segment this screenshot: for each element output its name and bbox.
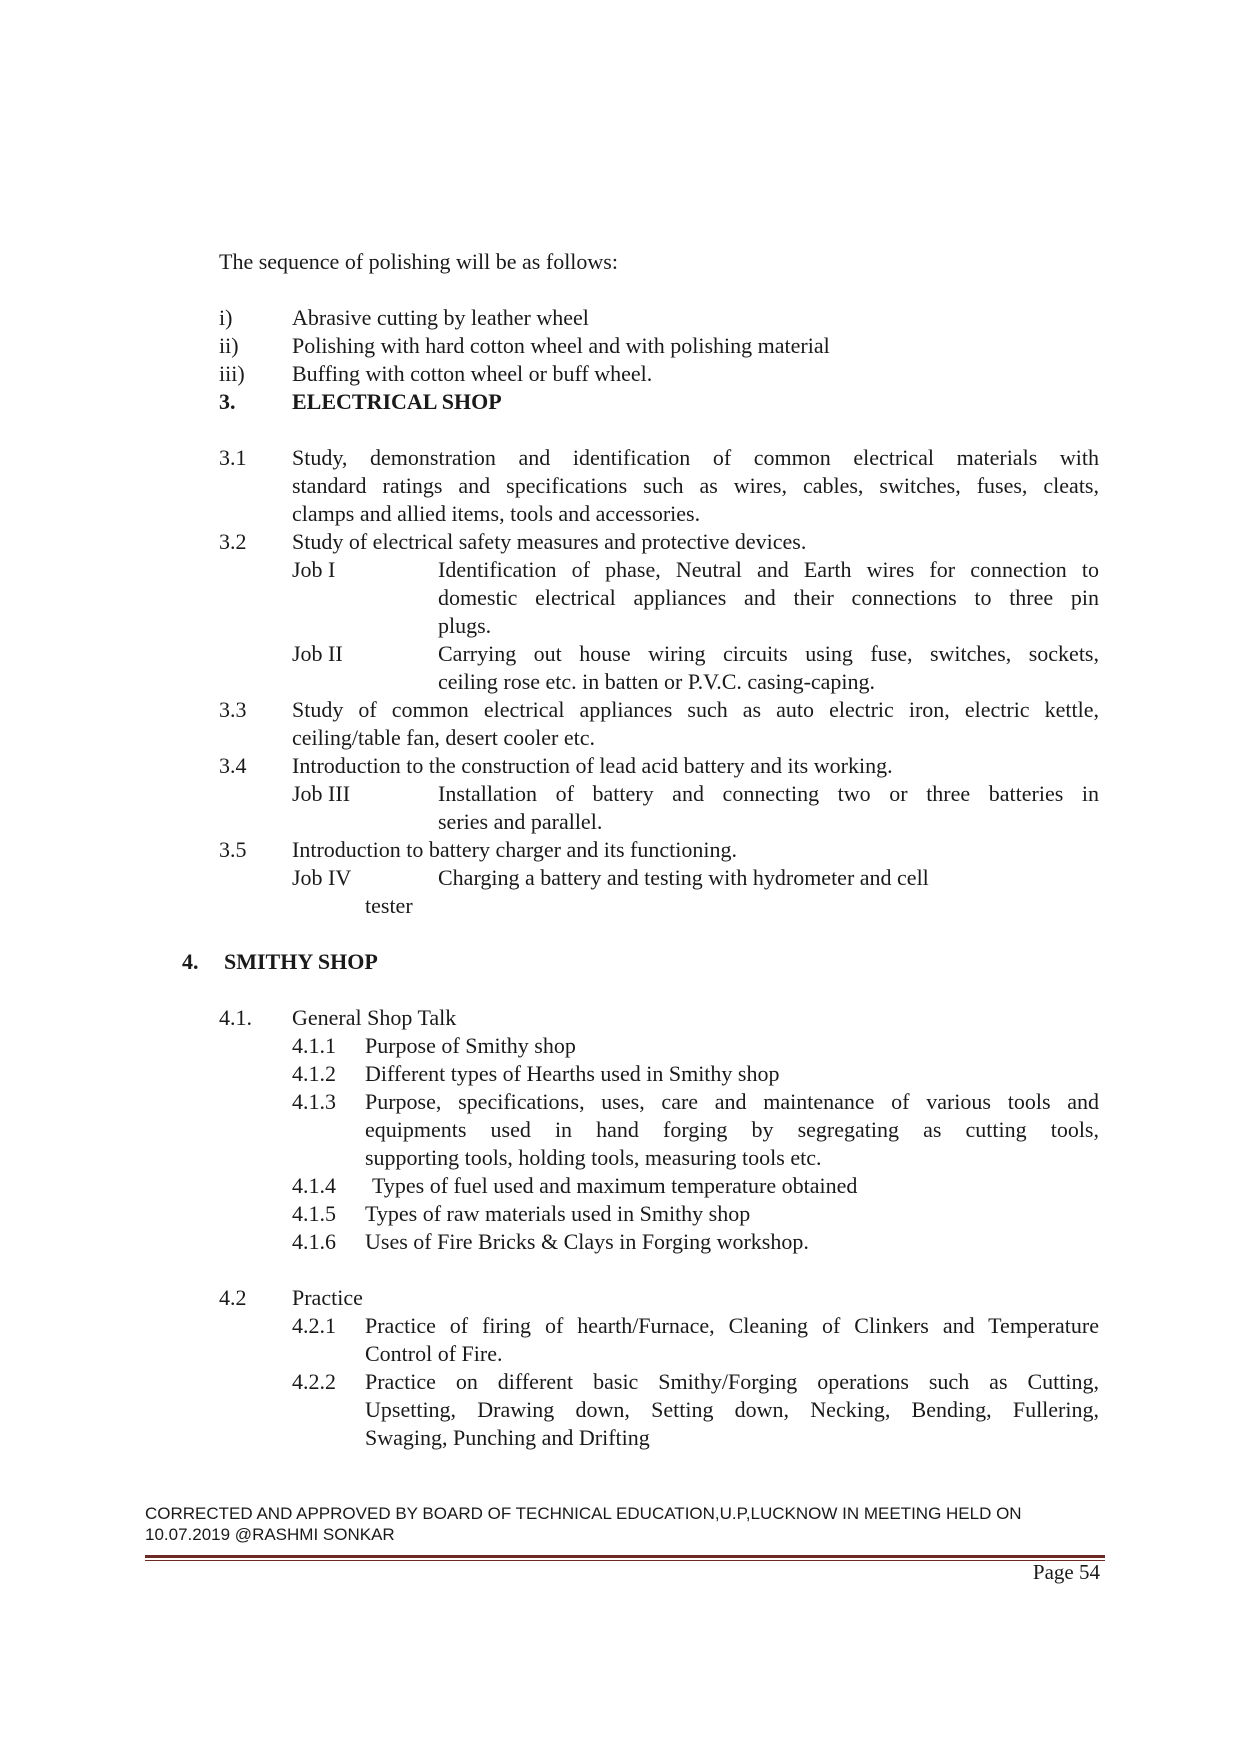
job-line: Carrying out house wiring circuits using fuse, switches, sockets,	[438, 641, 1099, 666]
item-number: 4.2.2	[292, 1369, 336, 1394]
subsection-text: General Shop Talk	[292, 1005, 457, 1030]
item-line: Upsetting, Drawing down, Setting down, Necking, Bending, Fullering,	[365, 1397, 1099, 1422]
item-line: Control of Fire.	[365, 1341, 503, 1366]
paragraph-line: clamps and allied items, tools and accessories.	[292, 501, 701, 526]
paragraph-line: Study, demonstration and identification of common electrical materials with	[292, 445, 1099, 470]
paragraph-line: ceiling/table fan, desert cooler etc.	[292, 725, 595, 750]
list-item-number: i)	[219, 305, 233, 330]
subsection-number: 3.3	[219, 697, 247, 722]
footer-approval-line: CORRECTED AND APPROVED BY BOARD OF TECHNICAL EDUCATION,U.P,LUCKNOW IN MEETING HELD ON	[145, 1504, 1022, 1523]
paragraph-line: Study of common electrical appliances such as auto electric iron, electric kettle,	[292, 697, 1099, 722]
list-item-number: ii)	[219, 333, 239, 358]
subsection-number: 3.2	[219, 529, 247, 554]
item-line: equipments used in hand forging by segregating as cutting tools,	[365, 1117, 1099, 1142]
item-line: Swaging, Punching and Drifting	[365, 1425, 650, 1450]
section-heading: ELECTRICAL SHOP	[292, 389, 502, 414]
subsection-number: 3.1	[219, 445, 247, 470]
job-line: Identification of phase, Neutral and Earth wires for connection to	[438, 557, 1099, 582]
section-number: 4.	[182, 949, 199, 974]
job-line: tester	[365, 893, 413, 918]
item-line: Practice of firing of hearth/Furnace, Cleaning of Clinkers and Temperature	[365, 1313, 1099, 1338]
paragraph-line: standard ratings and specifications such as wires, cables, switches, fuses, cleats,	[292, 473, 1099, 498]
job-line: domestic electrical appliances and their connections to three pin	[438, 585, 1099, 610]
subsection-text: Practice	[292, 1285, 363, 1310]
footer-approval-date: 10.07.2019 @RASHMI SONKAR	[145, 1525, 395, 1544]
job-label: Job II	[292, 641, 343, 666]
item-text: Types of raw materials used in Smithy shop	[365, 1201, 751, 1226]
item-text: Purpose of Smithy shop	[365, 1033, 576, 1058]
item-number: 4.2.1	[292, 1313, 336, 1338]
item-text: Uses of Fire Bricks & Clays in Forging workshop.	[365, 1229, 809, 1254]
item-line: Purpose, specifications, uses, care and maintenance of various tools and	[365, 1089, 1099, 1114]
item-line: supporting tools, holding tools, measuring tools etc.	[365, 1145, 822, 1170]
item-number: 4.1.1	[292, 1033, 336, 1058]
page-number: Page 54	[1032, 1560, 1100, 1584]
item-number: 4.1.2	[292, 1061, 336, 1086]
item-line: Practice on different basic Smithy/Forging operations such as Cutting,	[365, 1369, 1099, 1394]
job-label: Job IV	[292, 865, 352, 890]
item-text: Different types of Hearths used in Smithy shop	[365, 1061, 780, 1086]
job-label: Job III	[292, 781, 351, 806]
job-line: Installation of battery and connecting two or three batteries in	[438, 781, 1099, 806]
item-number: 4.1.3	[292, 1089, 336, 1114]
section-number: 3.	[219, 389, 236, 414]
subsection-number: 3.5	[219, 837, 247, 862]
subsection-text: Introduction to the construction of lead acid battery and its working.	[292, 753, 893, 778]
job-label: Job I	[292, 557, 336, 582]
list-item-text: Polishing with hard cotton wheel and with polishing material	[292, 333, 830, 358]
subsection-text: Introduction to battery charger and its functioning.	[292, 837, 737, 862]
intro-text: The sequence of polishing will be as follows:	[219, 249, 618, 274]
footer-divider-thin	[145, 1560, 1105, 1561]
item-text: Types of fuel used and maximum temperature obtained	[372, 1173, 858, 1198]
subsection-number: 3.4	[219, 753, 247, 778]
section-heading: SMITHY SHOP	[224, 949, 378, 974]
list-item-text: Buffing with cotton wheel or buff wheel.	[292, 361, 653, 386]
job-line: plugs.	[438, 613, 492, 638]
item-number: 4.1.5	[292, 1201, 336, 1226]
job-line: ceiling rose etc. in batten or P.V.C. casing-caping.	[438, 669, 876, 694]
job-line: series and parallel.	[438, 809, 603, 834]
list-item-number: iii)	[219, 361, 245, 386]
subsection-number: 4.1.	[219, 1005, 252, 1030]
subsection-number: 4.2	[219, 1285, 247, 1310]
item-number: 4.1.4	[292, 1173, 336, 1198]
item-number: 4.1.6	[292, 1229, 336, 1254]
subsection-text: Study of electrical safety measures and protective devices.	[292, 529, 807, 554]
job-line: Charging a battery and testing with hydrometer and cell	[438, 865, 929, 890]
footer-divider	[145, 1555, 1105, 1558]
list-item-text: Abrasive cutting by leather wheel	[292, 305, 589, 330]
